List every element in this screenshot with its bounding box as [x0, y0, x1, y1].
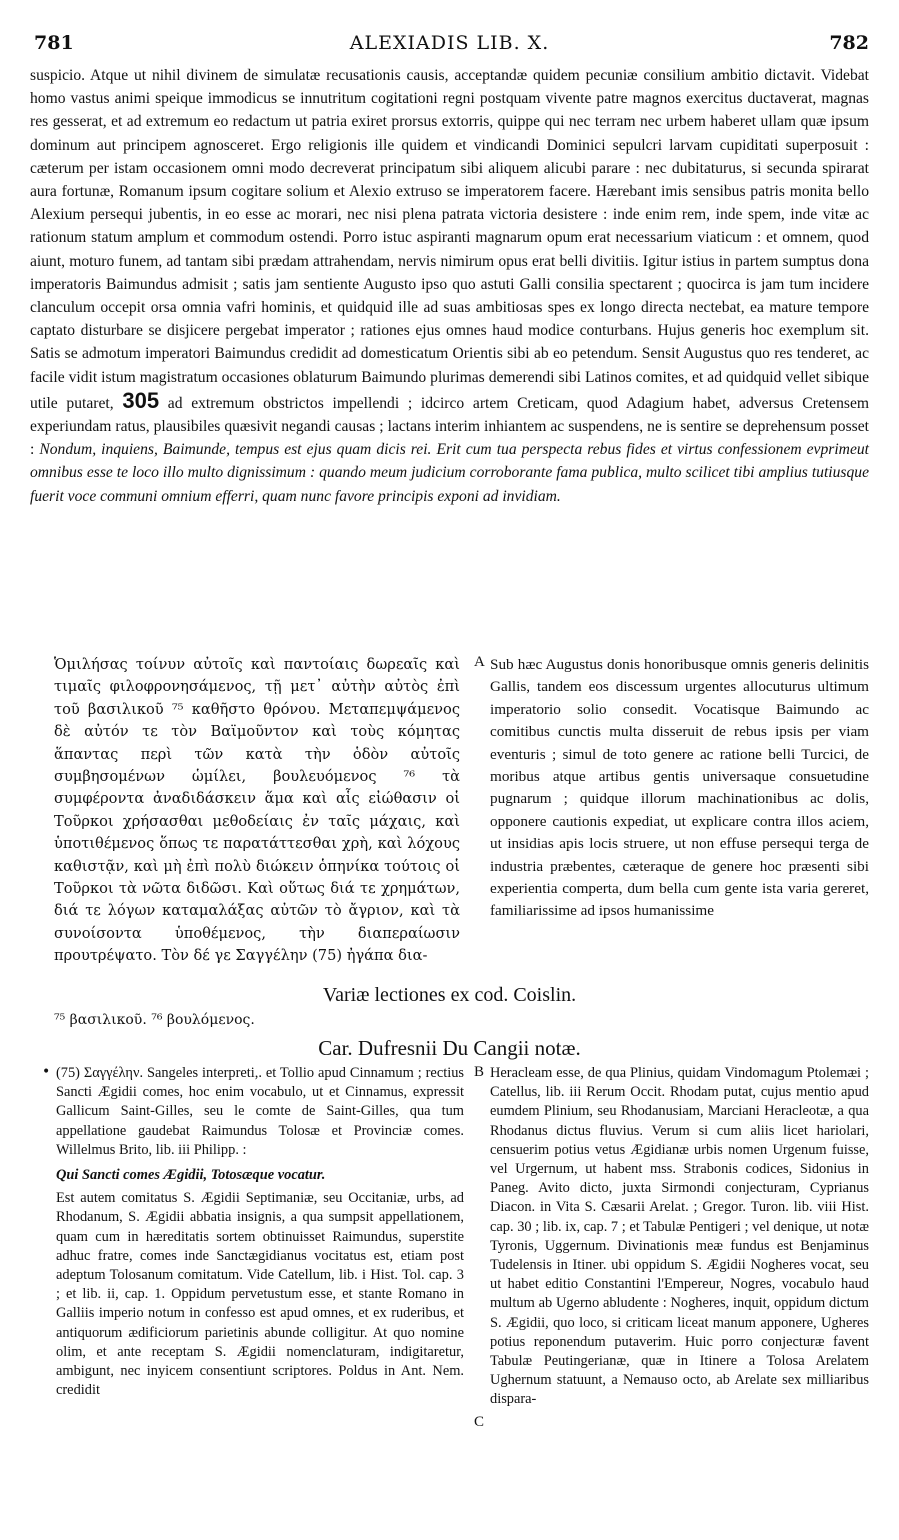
- note-left-part2: Est autem comitatus S. Ægidii Septimaniæ, seu Occitaniæ, urbs, ad Rhodanum, S. Ægidii abbatia insignis, a qua sumpsit appellationem, quam cum in hæreditatis sortem obtinuisset Raimundus, superstite adhuc fratre, comes inde Sanctægidianus vocitatus est, etiam post adeptum Tolosanum comitatum. Vide Catellum, lib. i Hist. Tol. cap. 3 ; et lib. ii, cap. 1. Oppidum pervetustum esse, et stante Romano in Galliis imperio notum in confesso est apud omnes, et ex ruderibus, et antiquorum ædificiorum parietinis abunde colligitur. At quo nomine olim, et ante receptam S. Ægidii nomenclaturam, indigitaretur, ambigunt, nec inyicem consentiunt scriptores. Poldus in Ant. Nem. credidit: [56, 1190, 464, 1399]
- variae-lectiones-heading: Variæ lectiones ex cod. Coislin.: [322, 984, 577, 1006]
- margin-letter-a: A: [474, 654, 485, 670]
- main-text-italic-speech: Nondum, inquiens, Baimunde, tempus est ejus quam dicis rei. Erit cum tua perspecta rebus fides et virtus confessionem evprimeut omnibus esse te loco illo multo dignissimum : quando meum judicium corroborante fama publica, multo scilicet tibi amplius tutiusque fuerit voce communi omnium efferri, quam nunc favore principis exponi ad invidiam.: [30, 441, 869, 505]
- variae-lectiones-text: ⁷⁵ βασιλικοῦ. ⁷⁶ βουλόμενος.: [54, 1012, 255, 1028]
- margin-letter-b: B: [474, 1064, 485, 1080]
- main-text-part1: suspicio. Atque ut nihil divinem de simulatæ recusationis causis, acceptandæ quidem pecuniæ consilium ambitio dictavit. Videbat homo vastus animi speique immodicus se innutritum cogitationi regni postquam vivente patre magnos exercitus ductaverat, magnas res gesserat, et ad extremum eo redactum ut patria exiret prorsus extorris, quippe qui nec terram nec urbem haberet ullam quæ ipsum dominum aut principem agnosceret. Ergo religionis ille quidem et vindicandi Dominici sepulcri larvam cupiditati superposuit : cæterum per istam occasionem omni modo decreverat principatum sibi aliquem alicubi parare : nec dubitaturus, si secunda spirarat aura fortunæ, Romanum ipsum cogitare solium et Alexio extruso se imperatorem facere. Hærebant imis sensibus patris monita bello Alexium persequi jubentis, in eo esse ac morari, nec nisi plena patrata victoria desistere : inde enim rem, inde spem, inde vitæ ac rationum statum amplum et commodum ostendi. Porro istuc aspiranti magnarum opum erat necessarium viaticum : et omnem, quod aiunt, moturo funem, ad tantam sibi prædam attrahendam, nervis nimirum opus erat belli divitiis. Igitur istius in partem sumptus dona imperatoris Baimundus admisit ; satis jam sentiente Augusto ipso quo astuti Galli consilia spectarent ; quocirca is jam tum incidere clanculum occepit orsa omnia vafri hominis, et quidquid ille ad suas ambitiosas spes ex longo directa nectebat, ea mature tempore captato disturbare se disjicere pergebat imperator ; rationes ejus omnes haud modice conturbans. Hujus generis hoc exemplum sit. Satis se admotum imperatori Baimundus credidit ad domesticatum Orientis sibi ab eo petendum. Sensit Augustus quo res tenderet, ac facile vidit istum magistratum occasiones oblaturum Baimundo plurimas demerendi sibi Latinos comites, et ad quidquid vellet sibique utile putaret,: [30, 67, 869, 412]
- main-latin-text: [30, 64, 869, 654]
- note-left-part1: (75) Σαγγέλην. Sangeles interpreti,. et Tollio apud Cinnamum ; rectius Sancti Ægidii comes, hoc enim vocabulo, ut et Cinnamus, expressit Gallicum Saint-Gilles, seu le comte de Saint-Gilles, qua tum appellatione gaudebat Raimundus Tolosæ et Provinciæ comes. Willelmus Brito, lib. iii Philipp. :: [56, 1065, 464, 1158]
- notes-section: [30, 1064, 869, 1534]
- page-number-left: 781: [34, 32, 74, 54]
- page-header: [30, 32, 869, 58]
- main-text-part2: ad extremum obstrictos impellendi ; idcirco artem Creticam, quod Adagium habet, adversus Cretensem experiundam ratus, plausibiles quæsivit negandi causas ; lactans interim inhiantem ac suspendens, ne is sentire se deprehensum posset :: [30, 394, 869, 459]
- section-marker: 305: [122, 387, 160, 413]
- notes-heading: Car. Dufresnii Du Cangii notæ.: [318, 1036, 581, 1060]
- note-left-quote: Qui Sancti comes Ægidii, Totosæque vocatur.: [56, 1167, 326, 1184]
- bullet-mark: •: [42, 1064, 51, 1080]
- parallel-columns: [30, 654, 869, 980]
- latin-column: Sub hæc Augustus donis honoribusque omnis generis delinitis Gallis, tandem eos discessum urgentes allocuturus ultimum imperatorio solio consedit. Vocatisque Baimundo ac comitibus cunctis multa disseruit de rebus ipsis per viam eventuris ; simul de toto genere ac ratione belli Turcici, de moribus atque artibus gentis universaque consuetudine pugnarum ; quidque illorum machinationibus ac dolis, opponere cautionis expediat, ut explicare contra illos aciem, ut insidias apis locis struere, ut non effuse persequi terga de industria præbentes, cæteraque de genere hoc præsenti sibi experientia comperta, dum bella cum gente ista varia gereret, familiarissime ad ipsos humanissime: [490, 656, 869, 920]
- page-number-right: 782: [829, 32, 869, 54]
- margin-letter-c: C: [474, 1414, 485, 1430]
- running-title: ALEXIADIS LIB. X.: [349, 32, 550, 54]
- greek-column: Ὁμιλήσας τοίνυν αὐτοῖς καὶ παντοίαις δωρεαῖς καὶ τιμαῖς φιλοφρονησάμενος, τῇ μετ᾽ αὐτὴν αὐτὸς ἐπὶ τοῦ βασιλικοῦ ⁷⁵ καθῆστο θρόνου. Μεταπεμψάμενος δὲ αὐτόν τε τὸν Βαϊμοῦντον καὶ τοὺς κόμητας ἅπαντας περὶ τῶν κατὰ τὴν ὁδὸν αὐτοῖς συμβησομένων ὡμίλει, βουλευόμενος ⁷⁶ τὰ συμφέροντα ἀναδιδάσκειν ἅμα καὶ αἷς εἰώθασιν οἱ Τοῦρκοι χρήσασθαι μεθοδείαις ἐν ταῖς μάχαις, καὶ ὑποτιθέμενος ὅπως τε παρατάττεσθαι χρὴ, καὶ λόχους καθιστᾷν, καὶ μὴ ἐπὶ πολὺ διώκειν ὁπηνίκα τούτοις οἱ Τοῦρκοι τὰ νῶτα διδῶσι. Καὶ οὕτως διά τε χρημάτων, διά τε λόγων καταμαλάξας αὐτῶν τὸ ἄγριον, καὶ τὰ συνοίσοντα ὑποθέμενος, τὴν διαπεραίωσιν προυτρέψατο. Τὸν δέ γε Σαγγέλην (75) ἠγάπα δια-: [54, 656, 460, 965]
- note-right-column: Heracleam esse, de qua Plinius, quidam Vindomagum Ptolemæi ; Catellus, lib. iii Rerum Occit. Rhodam putat, cujus mentio apud eumdem Plinium, seu Rhodanusiam, Marciani Heracleotæ, a qua Rhodanus dictus fluvius. Verum si cum aliis licet hariolari, censuerim potius vetus Ægidianæ urbis nomen Urgenum fuisse, vel Urgernum, ut habent mss. Strabonis codices, Sidonius in Paneg. Avito dicto, juxta Sirmondi conjecturam, Cyprianus Diacon. in Vita S. Cæsarii Arelat. ; Gregor. Turon. lib. viii Hist. cap. 30 ; lib. ix, cap. 7 ; et Tabulæ Pentigeri ; vel denique, ut notæ Tyronis, Uggernum. Divinationis meæ fundus est Benjaminus Tudelensis in Itiner. ubi oppidum S. Ægidii Nogheres vocat, seu ut habet editio Constantini l'Empereur, Nogres, vocabulo haud multum ab Ugerno abludente : Nogheres, inquit, oppidum dictum S. Ægidii, quo loco, si criticam liceat manum apponere, Ugheres potius reponendum putaverim. Huic porro conjecturæ favent Tabulæ Peutingerianæ, quæ in Itinere a Tolosa Arelatem Ughernum statuunt, a Nemauso octo, ab Arelate sex milliaribus dispara-: [490, 1065, 869, 1408]
- note-left-column: [56, 1064, 464, 1400]
